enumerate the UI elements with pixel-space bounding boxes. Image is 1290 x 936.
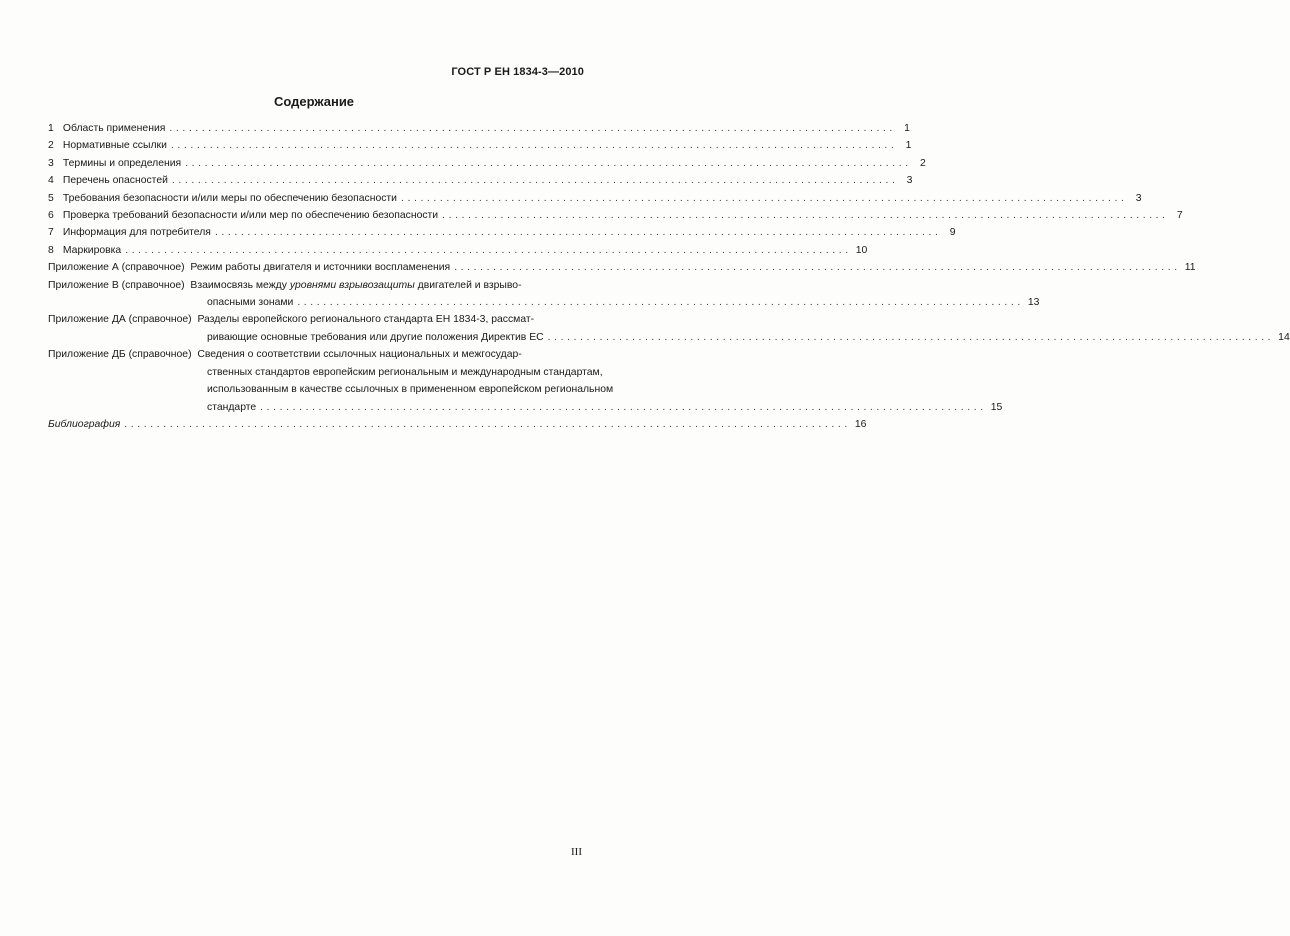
toc-entry-title: Маркировка: [62, 244, 122, 256]
annex-title-cont: ственных стандартов европейским региональным и международным стандартам,: [207, 366, 603, 378]
annex-title: Разделы европейского регионального стандарта ЕН 1834-3, рассмат-: [197, 314, 535, 326]
dot-leader: ................................................................................................................: [297, 297, 1024, 309]
toc-entry-title: Перечень опасностей: [62, 175, 168, 187]
dot-leader: ................................................................................................................: [171, 175, 899, 187]
annex-title: Сведения о соответствии ссылочных национальных и межгосудар-: [197, 349, 522, 361]
annex-title-part: Взаимосвязь между: [190, 279, 290, 291]
dot-leader: ................................................................................................................: [169, 123, 896, 134]
toc-entry-page: 11: [1184, 262, 1196, 274]
annex-title-cont: ривающие основные требования или другие положения Директив ЕС: [207, 331, 544, 343]
toc-entry-page: 3: [906, 175, 913, 187]
toc-entry-title: Проверка требований безопасности и/или мер по обеспечению безопасности: [62, 210, 439, 222]
page-title: Содержание: [273, 94, 355, 109]
toc-entry-title: Требования безопасности и/или меры по обеспечению безопасности: [62, 192, 397, 204]
annex-title-cont: стандарте: [207, 401, 257, 413]
toc-entry-4[interactable]: [48, 172, 913, 189]
annex-title-cont: опасными зонами: [207, 297, 294, 309]
dot-leader: ................................................................................................................: [400, 192, 1128, 204]
toc-entry-page: 1: [904, 123, 910, 134]
toc-entry-7[interactable]: [48, 224, 956, 241]
toc-entry-6[interactable]: [48, 207, 1183, 224]
toc-entry-page: 7: [1176, 210, 1183, 222]
annex-title-part: двигателей и взрыво-: [414, 279, 522, 291]
toc-entry-page: 1: [905, 140, 912, 152]
dot-leader: ................................................................................................................: [260, 401, 987, 413]
toc-entry-page: 2: [919, 157, 926, 169]
annex-title-italic: уровнями взрывозащиты: [289, 279, 415, 291]
toc-entry-title: Нормативные ссылки: [62, 140, 167, 152]
toc-entry-page: 13: [1027, 297, 1040, 309]
document-code: ГОСТ Р ЕН 1834-3—2010: [451, 66, 584, 78]
toc-entry-number: 8: [48, 244, 54, 256]
toc-entry-8[interactable]: [48, 242, 868, 259]
toc-entry-2[interactable]: [48, 137, 912, 154]
dot-leader: ................................................................................................................: [185, 157, 912, 169]
toc-entry-title: Область применения: [62, 123, 166, 134]
toc-annex-b[interactable]: [48, 277, 1040, 312]
dot-leader: ................................................................................................................: [124, 418, 851, 430]
annex-title-cont: использованным в качестве ссылочных в примененном европейском региональном: [207, 384, 614, 396]
dot-leader: ................................................................................................................: [170, 140, 898, 152]
toc-entry-title: Термины и определения: [62, 157, 182, 169]
toc-entry-title: Информация для потребителя: [62, 227, 211, 239]
bibliography-title: Библиография: [48, 418, 121, 430]
dot-leader: ................................................................................................................: [125, 244, 852, 256]
annex-prefix: Приложение ДБ (справочное): [48, 349, 192, 361]
dot-leader: ................................................................................................................: [442, 210, 1169, 222]
toc-entry-number: 1: [48, 123, 54, 134]
toc-entry-page: 14: [1278, 331, 1290, 343]
toc-entry-1[interactable]: [48, 120, 910, 137]
toc-entry-number: 3: [48, 157, 54, 169]
toc-bibliography[interactable]: [48, 416, 867, 433]
toc-entry-page: 10: [855, 244, 868, 256]
dot-leader: ................................................................................................................: [214, 227, 942, 239]
toc-entry-number: 4: [48, 175, 54, 187]
toc-entry-number: 6: [48, 210, 54, 222]
dot-leader: ................................................................................................................: [454, 262, 1181, 274]
toc-entry-3[interactable]: [48, 155, 926, 172]
toc-entry-page: 3: [1135, 192, 1142, 204]
toc-entry-page: 15: [990, 401, 1003, 413]
table-of-contents: [48, 120, 1290, 433]
toc-entry-number: 2: [48, 140, 54, 152]
toc-annex-da[interactable]: [48, 311, 1290, 346]
toc-entry-number: 7: [48, 227, 54, 239]
toc-annex-a[interactable]: [48, 259, 1196, 276]
toc-entry-number: 5: [48, 192, 54, 204]
toc-entry-page: 9: [949, 227, 956, 239]
page-number: III: [571, 846, 582, 858]
toc-annex-db[interactable]: [48, 346, 1003, 416]
annex-prefix: Приложение В (справочное): [48, 279, 185, 291]
annex-title: Режим работы двигателя и источники воспламенения: [190, 262, 451, 274]
toc-entry-5[interactable]: [48, 190, 1142, 207]
annex-prefix: Приложение ДА (справочное): [48, 314, 192, 326]
toc-entry-page: 16: [854, 418, 867, 430]
dot-leader: ................................................................................................................: [547, 331, 1275, 343]
annex-prefix: Приложение А (справочное): [48, 262, 185, 274]
